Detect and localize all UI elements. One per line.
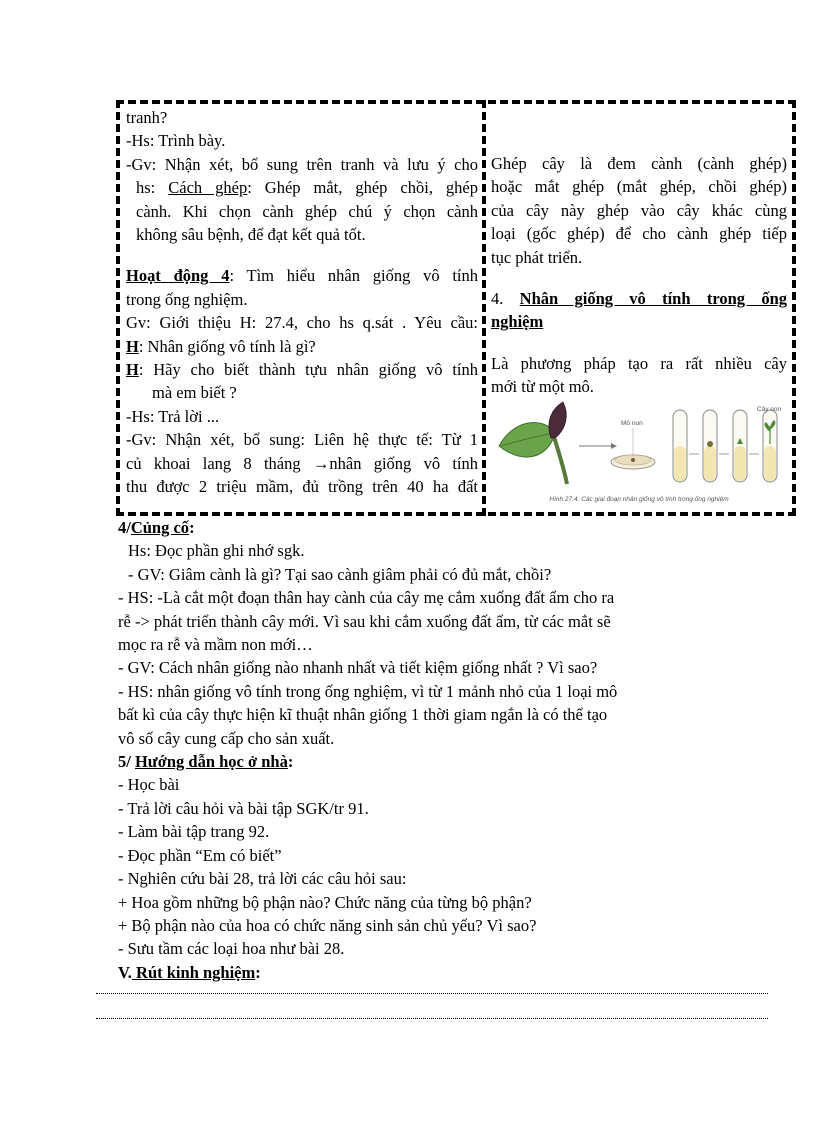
text-span: : Nhân giống vô tính là gì? (138, 336, 316, 356)
homework-item: - Học bài (118, 775, 180, 795)
activity-4-heading: Hoạt động 4 (126, 266, 230, 286)
cach-ghep-term: Cách ghép (168, 178, 248, 198)
figure-label-mo-non: Mô non (621, 420, 643, 427)
homework-item: - Đọc phần “Em có biết” (118, 845, 282, 865)
homework-heading: Hướng dẫn học ở nhà (134, 752, 288, 772)
right-line: loại (gốc ghép) để cho cành ghép tiếp (491, 224, 787, 244)
left-line: -Gv: Nhận xét, bổ sung: Liên hệ thực tế: Từ 1 (126, 430, 478, 450)
left-line: trong ống nghiệm. (126, 289, 248, 309)
right-line: mới từ một mô. (491, 377, 594, 397)
left-line (126, 176, 478, 199)
left-line: -Hs: Trả lời ... (126, 406, 220, 426)
cung-co-heading: Củng cố (130, 518, 190, 537)
question-marker: H (126, 360, 139, 380)
homework-item: - Trả lời câu hỏi và bài tập SGK/tr 91. (118, 798, 369, 818)
left-line: -Hs: Trình bày. (126, 131, 226, 151)
text-span: nghiệm (491, 312, 544, 332)
section-4-heading (491, 287, 787, 310)
right-line: hoặc mắt ghép (mắt ghép, chồi ghép) (491, 177, 787, 197)
question-marker: H (126, 336, 139, 356)
text-span: V. (118, 962, 132, 982)
left-line: củ khoai lang 8 tháng →nhân giống vô tính (126, 453, 478, 473)
homework-item: - Nghiên cứu bài 28, trả lời các câu hỏi sau: (118, 869, 407, 889)
right-line: tục phát triển. (491, 247, 583, 267)
body-line: bất kì của cây thực hiện kĩ thuật nhân giống 1 thời giam ngắn là có thể tạo (118, 705, 608, 725)
left-line: cành. Khi chọn cành ghép chú ý chọn cành (136, 201, 478, 221)
body-line: - GV: Cách nhân giống nào nhanh nhất và tiết kiệm giống nhất ? Vì sao? (118, 658, 598, 678)
text-span: : (189, 518, 195, 537)
experience-heading: Rút kinh nghiệm (131, 962, 256, 982)
left-line (126, 335, 478, 358)
left-line: thu được 2 triệu mầm, đủ trồng trên 40 ha đất (126, 477, 478, 497)
figure-27-4 (493, 398, 785, 508)
text-span: Nhân giống vô tính trong ống (519, 289, 787, 309)
text-span: : (255, 962, 261, 982)
left-line (126, 264, 478, 287)
table-right-column (491, 106, 787, 399)
body-line: mọc ra rễ và mầm non mới… (118, 635, 313, 655)
body-line: - HS: nhân giống vô tính trong ống nghiệm, vì từ 1 mảnh nhỏ của 1 loại mô (118, 681, 618, 701)
figure-label-cay-non: Cây non (756, 406, 782, 413)
homework-item: + Bộ phận nào của hoa có chức năng sinh sản chủ yếu? Vì sao? (118, 915, 537, 935)
table-left-column (126, 106, 478, 499)
leaf-icon (499, 423, 555, 458)
homework-item: + Hoa gồm những bộ phận nào? Chức năng của từng bộ phận? (118, 892, 532, 912)
tissue-culture-illustration (493, 398, 785, 498)
text-span: : Hãy cho biết thành tựu nhân giống vô tính (138, 360, 478, 380)
bud-icon (549, 402, 566, 438)
text-span: 5/ (118, 752, 135, 772)
dotted-writing-line (96, 1018, 768, 1019)
lesson-body (118, 516, 698, 984)
body-line: - HS: -Là cắt một đoạn thân hay cành của cây mẹ cắm xuống đất ẩm cho ra (118, 588, 615, 608)
text-span: hs: (136, 178, 169, 198)
test-tube-icon (733, 410, 747, 482)
right-line: Ghép cây là đem cành (cành ghép) (491, 154, 787, 173)
test-tube-icon (763, 410, 777, 482)
right-line: Là phương pháp tạo ra rất nhiều cây (491, 353, 787, 373)
left-line: -Gv: Nhận xét, bổ sung trên tranh và lưu ý cho (126, 154, 478, 174)
section-6-title (118, 961, 698, 984)
text-span: 4. (491, 289, 520, 309)
stem-icon (553, 433, 567, 484)
body-line: Hs: Đọc phần ghi nhớ sgk. (128, 541, 305, 561)
homework-item: - Sưu tầm các loại hoa như bài 28. (118, 939, 345, 959)
left-line: mà em biết ? (152, 383, 237, 403)
text-span: : Ghép mắt, ghép chồi, ghép (247, 178, 478, 198)
dotted-writing-line (96, 993, 768, 994)
homework-item: - Làm bài tập trang 92. (118, 822, 270, 842)
left-line: tranh? (126, 108, 168, 127)
left-line: Gv: Giới thiệu H: 27.4, cho hs q.sát . Yêu cầu: (126, 313, 478, 333)
text-span: 4/ (118, 518, 131, 537)
text-span: : (287, 752, 294, 772)
body-line: vô số cây cung cấp cho sản xuất. (118, 728, 335, 748)
left-line: không sâu bệnh, để đạt kết quả tốt. (136, 225, 366, 245)
body-line: - GV: Giâm cành là gì? Tại sao cành giâm phải có đủ mắt, chồi? (128, 564, 552, 584)
body-line: rễ -> phát triển thành cây mới. Vì sau khi cắm xuống đất ẩm, từ các mắt sẽ (118, 611, 611, 631)
left-line (126, 358, 478, 381)
text-span: : Tìm hiểu nhân giống vô tính (229, 266, 478, 286)
section-4-title (118, 516, 698, 539)
test-tube-icon (673, 410, 687, 482)
table-column-divider (482, 100, 486, 516)
section-5-title (118, 750, 698, 773)
right-line: của cây này ghép vào cây khác cùng (491, 200, 787, 220)
right-line (491, 310, 787, 333)
figure-caption: Hình 27.4. Các giai đoạn nhân giống vô tính trong ống nghiệm (549, 496, 729, 503)
test-tube-icon (703, 410, 717, 482)
